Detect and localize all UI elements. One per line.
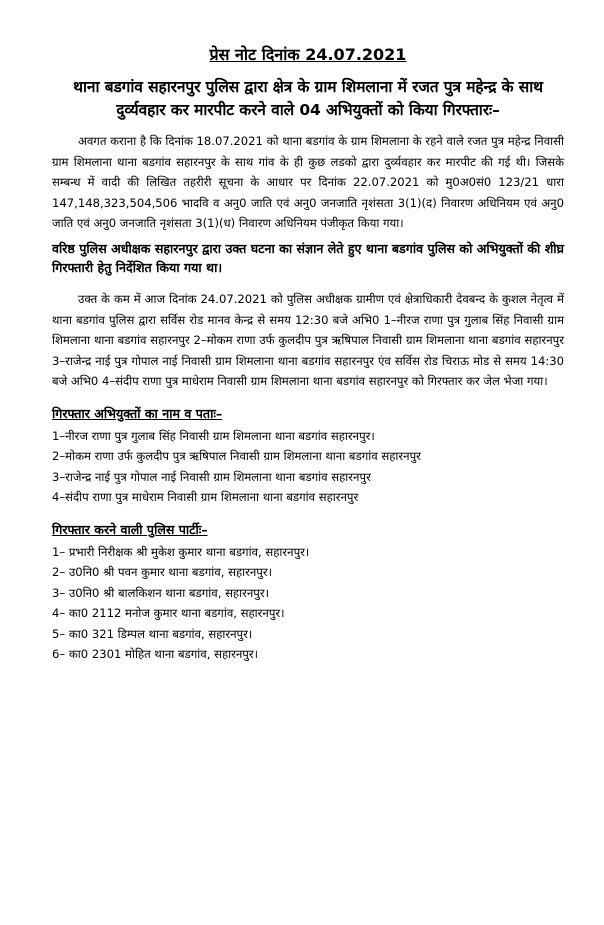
press-note-title: प्रेस नोट दिनांक 24.07.2021 <box>209 45 407 64</box>
press-note-headline: थाना बडगांव सहारनपुर पुलिस द्वारा क्षेत्र के ग्राम शिमलाना में रजत पुत्र महेन्द्र के साथ दुर्व्यवहार कर मारपीट करने वाले 04 अभियुक्तों को किया गिरफ्तारः– <box>73 78 543 119</box>
police-team-list <box>52 542 564 665</box>
list-item: 5– का0 321 डिम्पल थाना बडगांव, सहारनपुर। <box>52 626 253 641</box>
list-item: 3–राजेन्द्र नाई पुत्र गोपाल नाई निवासी ग्राम शिमलाना थाना बडगांव सहारनपुर <box>52 469 371 484</box>
arrested-accused-list <box>52 426 564 508</box>
list-item: 2–मोकम राणा उर्फ कुलदीप पुत्र ऋषिपाल निवासी ग्राम शिमलाना थाना बडगांव सहारनपुर <box>52 449 421 464</box>
list-item: 4–संदीप राणा पुत्र माधेराम निवासी ग्राम शिमलाना थाना बडगांव सहारनपुर <box>52 490 359 505</box>
list-item: 3– उ0नि0 श्री बालकिशन थाना बडगांव, सहारनपुर। <box>52 585 269 600</box>
intro-paragraph: अवगत कराना है कि दिनांक 18.07.2021 को थाना बडगांव के ग्राम शिमलाना के रहने वाले रजत पुत्र महेन्द्र निवासी ग्राम शिमलाना थाना बडगांव सहारनपुर के साथ गांव के ही कुछ लडको द्वारा दुर्व्यवहार कर मारपीट की गई थी। जिसके सम्बन्ध में वादी की लिखित तहरीरी सूचना के आधार पर दिनांक 22.07.2021 को मु0अ0सं0 123/21 धारा 147,148,323,504,506 भादवि व अनु0 जाति एवं अनु0 जनजाति नृशंसता 3(1)(द) निवारण अधिनियम एवं अनु0 जाति एवं अनु0 जनजाति नृशंसता 3(1)(ध) निवारण अधिनियम पंजीकृत किया गया। <box>52 134 564 230</box>
arrest-details-paragraph: उक्त के कम में आज दिनांक 24.07.2021 को पुलिस अधीक्षक ग्रामीण एवं क्षेत्राधिकारी देवबन्द के कुशल नेतृत्व में थाना बडगांव पुलिस द्वारा सर्विस रोड मानव केन्द्र से समय 12:30 बजे अभि0 1–नीरज राणा पुत्र गुलाब सिंह निवासी ग्राम शिमलाना थाना बडगांव सहारनपुर 2–मोकम राणा उर्फ कुलदीप पुत्र ऋषिपाल निवासी ग्राम शिमलाना थाना बडगांव सहारनपुर 3–राजेन्द्र नाई पुत्र गोपाल नाई निवासी ग्राम शिमलाना थाना बडगांव सहारनपुर एंव सर्विस रोड चिराऊ मोड से समय 14:30 बजे अभि0 4–संदीप राणा पुत्र माधेराम निवासी ग्राम शिमलाना थाना बडगांव सहारनपुर को गिरफ्तार कर जेल भेजा गया। <box>52 292 564 389</box>
list-item: 2– उ0नि0 श्री पवन कुमार थाना बडगांव, सहारनपुर। <box>52 565 272 580</box>
press-note-page <box>0 44 604 925</box>
list-item: 4– का0 2112 मनोज कुमार थाना बडगांव, सहारनपुर। <box>52 606 285 621</box>
arrested-accused-heading: गिरफ्तार अभियुक्तों का नाम व पताः– <box>52 405 223 421</box>
list-item: 1–नीरज राणा पुत्र गुलाब सिंह निवासी ग्राम शिमलाना थाना बडगांव सहारनपुर। <box>52 428 375 443</box>
police-team-heading: गिरफ्तार करने वाली पुलिस पार्टीः– <box>52 521 208 537</box>
list-item: 6– का0 2301 मोहित थाना बडगांव, सहारनपुर। <box>52 647 259 662</box>
list-item: 1– प्रभारी निरीक्षक श्री मुकेश कुमार थाना बडगांव, सहारनपुर। <box>52 544 310 559</box>
ssp-direction-paragraph: वरिष्ठ पुलिस अधीक्षक सहारनपुर द्वारा उक्त घटना का संज्ञान लेते हुए थाना बडगांव पुलिस को अभियुक्तों की शीघ्र गिरफ्तारी हेतु निर्देशित किया गया था। <box>52 240 564 275</box>
